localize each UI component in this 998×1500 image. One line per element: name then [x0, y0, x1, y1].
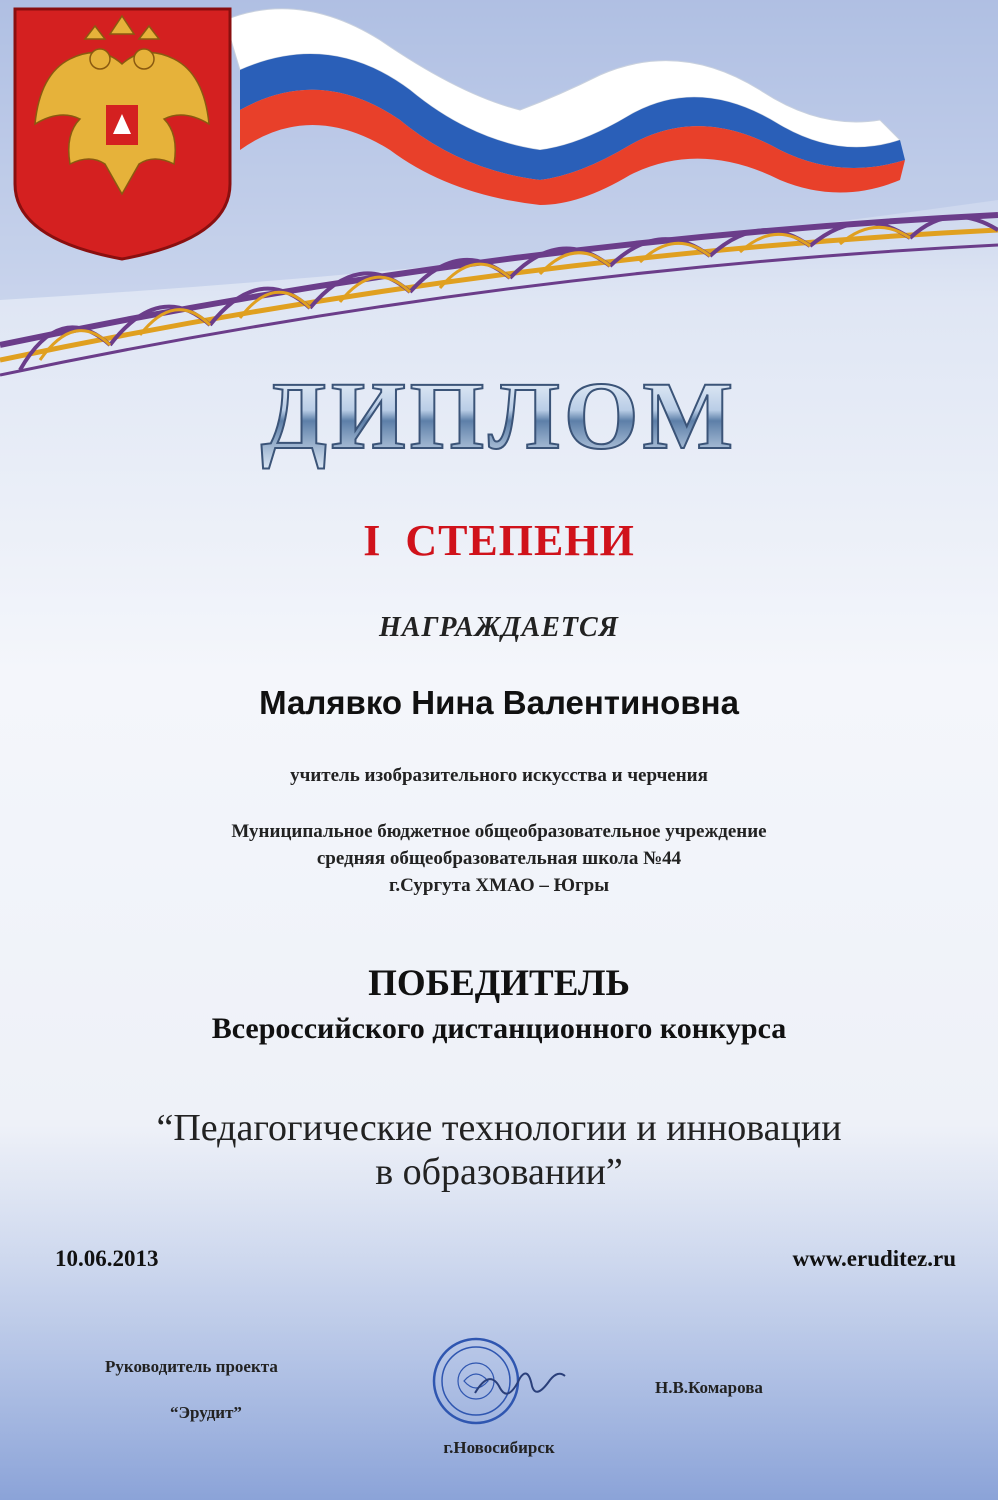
recipient-name: Малявко Нина Валентиновна	[259, 684, 739, 721]
degree-heading	[0, 515, 998, 566]
city-label: г.Новосибирск	[443, 1438, 555, 1457]
issue-date: 10.06.2013	[55, 1246, 159, 1271]
organization-line: средняя общеобразовательная школа №44	[316, 848, 682, 869]
website-link[interactable]: www.eruditez.ru	[792, 1246, 956, 1271]
degree-roman: I	[363, 516, 382, 565]
signer-name: Н.В.Комарова	[655, 1378, 763, 1397]
organization-line: Муниципальное бюджетное общеобразовательное учреждение	[231, 821, 767, 842]
contest-type: Всероссийского дистанционного конкурса	[211, 1012, 787, 1045]
project-name: “Эрудит”	[170, 1403, 242, 1422]
svg-text:ДИПЛОМ: ДИПЛОМ	[260, 362, 738, 469]
winner-status: ПОБЕДИТЕЛЬ	[368, 963, 630, 1004]
organization-line: г.Сургута ХМАО – Югры	[388, 875, 610, 896]
contest-name-line: в образовании”	[375, 1151, 623, 1193]
handwritten-signature-icon	[470, 1358, 570, 1408]
awarded-label: НАГРАЖДАЕТСЯ	[379, 612, 619, 643]
russian-coat-of-arms-icon	[10, 4, 235, 264]
recipient-position: учитель изобразительного искусства и черчения	[290, 765, 708, 786]
leader-title: Руководитель проекта	[105, 1357, 278, 1376]
degree-word: СТЕПЕНИ	[405, 516, 635, 565]
contest-name	[0, 1106, 998, 1194]
organization-block	[0, 818, 998, 899]
diploma-title	[0, 360, 998, 470]
contest-name-line: “Педагогические технологии и инновации	[156, 1107, 842, 1149]
